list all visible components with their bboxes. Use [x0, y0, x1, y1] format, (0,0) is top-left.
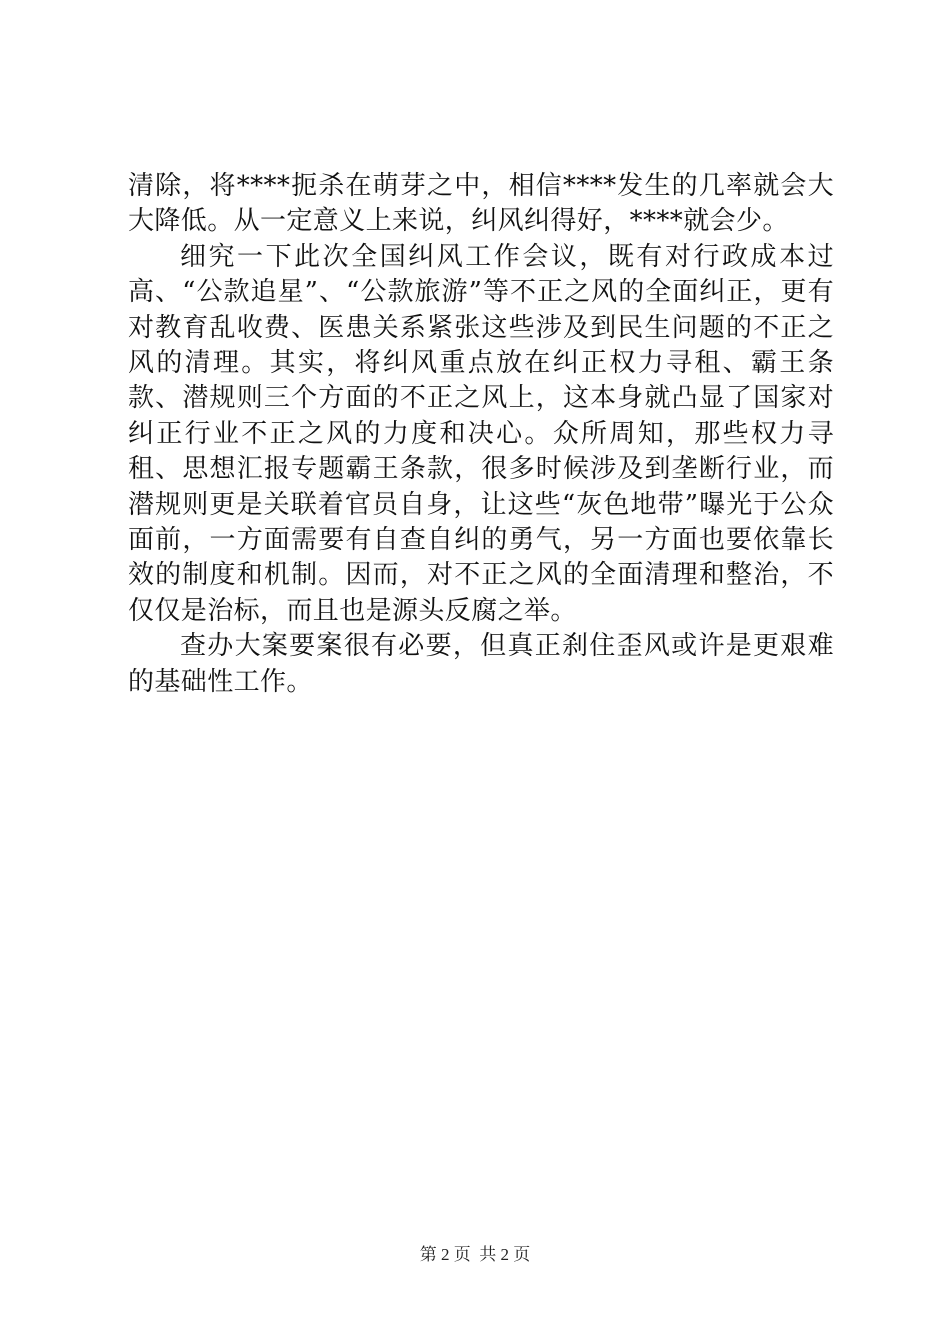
- document-body: [128, 169, 834, 700]
- page-footer: [0, 1244, 950, 1266]
- page-number-label: 第 2 页 共 2 页: [419, 1245, 531, 1264]
- paragraph-1: 清除，将****扼杀在萌芽之中，相信****发生的几率就会大大降低。从一定意义上来说，纠风纠得好，****就会少。: [128, 171, 834, 237]
- paragraph-2: 细究一下此次全国纠风工作会议，既有对行政成本过高、“公款追星”、“公款旅游”等不正之风的全面纠正，更有对教育乱收费、医患关系紧张这些涉及到民生问题的不正之风的清理。其实，将纠风重点放在纠正权力寻租、霸王条款、潜规则三个方面的不正之风上，这本身就凸显了国家对纠正行业不正之风的力度和决心。众所周知，那些权力寻租、思想汇报专题霸王条款，很多时候涉及到垄断行业，而潜规则更是关联着官员自身，让这些“灰色地带”曝光于公众面前，一方面需要有自查自纠的勇气，另一方面也要依靠长效的制度和机制。因而，对不正之风的全面清理和整治，不仅仅是治标，而且也是源头反腐之举。: [128, 241, 834, 626]
- paragraph-3: 查办大案要案很有必要，但真正刹住歪风或许是更艰难的基础性工作。: [128, 631, 834, 697]
